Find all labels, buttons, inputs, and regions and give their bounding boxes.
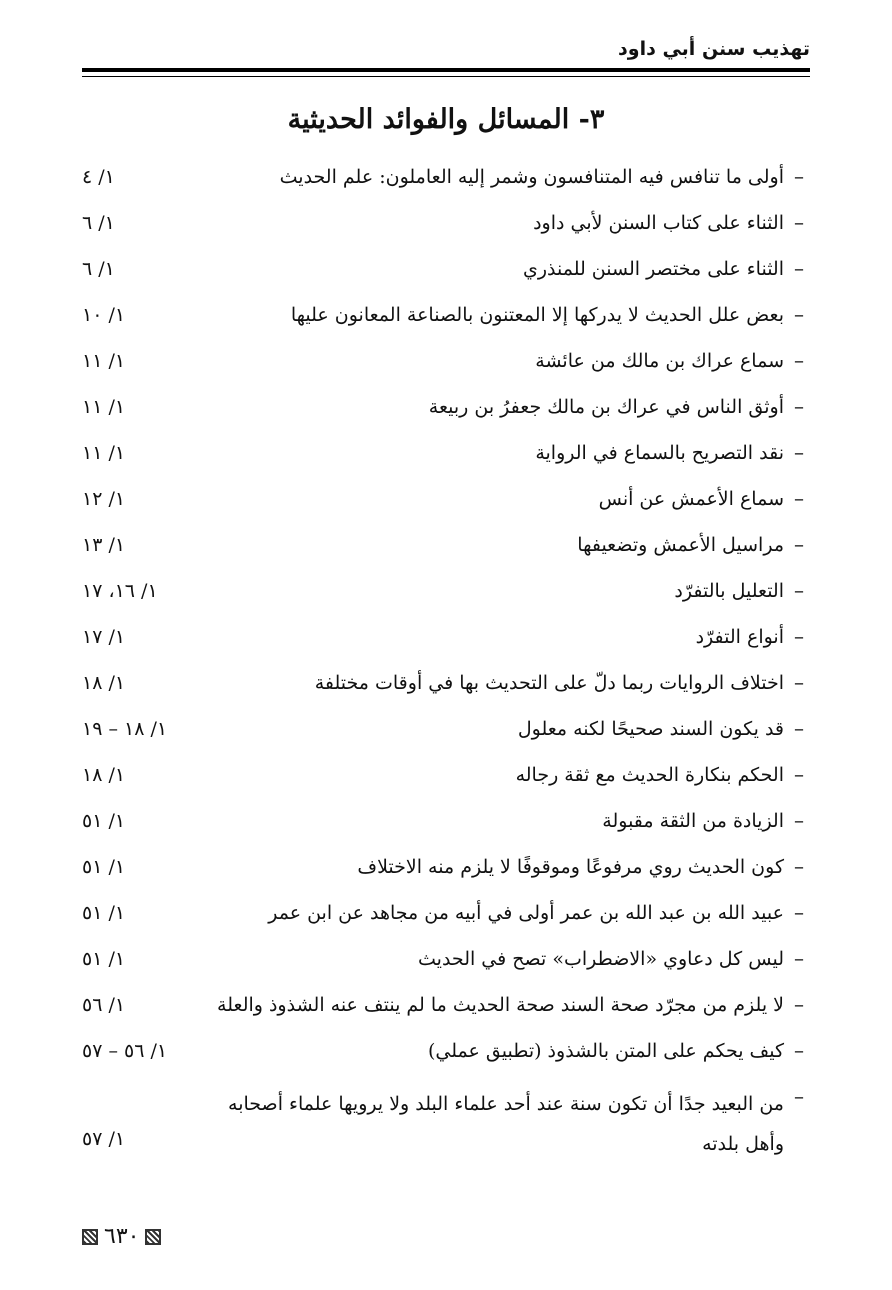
- entry-topic: الحكم بنكارة الحديث مع ثقة رجاله: [515, 764, 784, 786]
- entry-dash: –: [794, 808, 804, 832]
- index-entry: [0, 392, 892, 438]
- entry-topic: التعليل بالتفرّد: [674, 580, 784, 602]
- entry-dash: –: [794, 486, 804, 510]
- index-entry: [0, 438, 892, 484]
- entry-page-reference: ١/ ١١: [82, 350, 126, 372]
- entry-topic: سماع الأعمش عن أنس: [598, 488, 784, 510]
- index-entry: [0, 346, 892, 392]
- entry-page-reference: ١/ ٥١: [82, 856, 126, 878]
- entry-page-reference: ١/ ١٦، ١٧: [82, 580, 158, 602]
- entry-dash: –: [794, 670, 804, 694]
- page-footer: [82, 1224, 161, 1249]
- entry-dash: –: [794, 302, 804, 326]
- page-number: ٦٣٠: [104, 1224, 140, 1249]
- entry-dash: –: [794, 1038, 804, 1062]
- entry-page-reference: ١/ ١٨: [82, 764, 126, 786]
- entry-dash: –: [794, 532, 804, 556]
- entry-page-reference: ١/ ١٧: [82, 626, 126, 648]
- entry-page-reference: ١/ ١١: [82, 396, 126, 418]
- entry-topic: كيف يحكم على المتن بالشذوذ (تطبيق عملي): [428, 1040, 784, 1062]
- index-entry: [0, 254, 892, 300]
- index-entry: [0, 714, 892, 760]
- index-entry: [0, 484, 892, 530]
- section-title: ٣- المسائل والفوائد الحديثية: [287, 104, 605, 135]
- entry-topic: أوثق الناس في عراك بن مالك جعفرُ بن ربيعة: [428, 396, 784, 418]
- index-entry: [0, 990, 892, 1036]
- index-entry: [0, 1082, 892, 1166]
- entry-topic: نقد التصريح بالسماع في الرواية: [535, 442, 784, 464]
- index-entry: [0, 898, 892, 944]
- entry-dash: –: [794, 854, 804, 878]
- entry-topic: أولى ما تنافس فيه المتنافسون وشمر إليه العاملون: علم الحديث: [279, 166, 784, 188]
- entry-topic: عبيد الله بن عبد الله بن عمر أولى في أبيه من مجاهد عن ابن عمر: [268, 902, 784, 924]
- entry-dash: –: [794, 210, 804, 234]
- ornament-right-icon: [145, 1229, 161, 1245]
- entry-page-reference: ١/ ٥٦ – ٥٧: [82, 1040, 168, 1062]
- running-header: تهذيب سنن أبي داود: [618, 38, 810, 60]
- entry-page-reference: ١/ ٥١: [82, 902, 126, 924]
- index-entry: [0, 806, 892, 852]
- entry-dash: –: [794, 578, 804, 602]
- entry-topic: الزيادة من الثقة مقبولة: [602, 810, 784, 832]
- index-entry: [0, 162, 892, 208]
- entry-topic: لا يلزم من مجرّد صحة السند صحة الحديث ما لم ينتف عنه الشذوذ والعلة: [217, 994, 784, 1016]
- entry-page-reference: ١/ ٦: [82, 212, 115, 234]
- entry-page-reference: ١/ ٥١: [82, 810, 126, 832]
- entry-page-reference: ١/ ٥٧: [82, 1128, 126, 1150]
- entry-dash: –: [794, 624, 804, 648]
- entry-topic: من البعيد جدًا أن تكون سنة عند أحد علماء البلد ولا يرويها علماء أصحابه وأهل بلدته: [228, 1093, 784, 1155]
- entry-topic: كون الحديث روي مرفوعًا وموقوفًا لا يلزم منه الاختلاف: [357, 856, 784, 878]
- entry-dash: –: [794, 256, 804, 280]
- entry-topic: مراسيل الأعمش وتضعيفها: [577, 534, 784, 556]
- index-entry: [0, 1036, 892, 1082]
- entry-page-reference: ١/ ٦: [82, 258, 115, 280]
- entry-dash: –: [794, 348, 804, 372]
- index-entry: [0, 208, 892, 254]
- index-entry: [0, 530, 892, 576]
- header-rule-thick: [82, 68, 810, 72]
- entry-topic: سماع عراك بن مالك من عائشة: [535, 350, 784, 372]
- index-entry: [0, 944, 892, 990]
- entry-dash: –: [794, 394, 804, 418]
- header-rule-thin: [82, 76, 810, 77]
- index-entry: [0, 576, 892, 622]
- entry-dash: –: [794, 164, 804, 188]
- entry-dash: –: [794, 992, 804, 1016]
- index-entries: [0, 162, 892, 1166]
- entry-page-reference: ١/ ١٣: [82, 534, 126, 556]
- entry-dash: –: [794, 440, 804, 464]
- entry-page-reference: ١/ ١٢: [82, 488, 126, 510]
- index-entry: [0, 668, 892, 714]
- entry-topic: ليس كل دعاوي «الاضطراب» تصح في الحديث: [418, 948, 784, 970]
- entry-dash: –: [794, 716, 804, 740]
- entry-topic: قد يكون السند صحيحًا لكنه معلول: [517, 718, 784, 740]
- entry-page-reference: ١/ ٥١: [82, 948, 126, 970]
- ornament-left-icon: [82, 1229, 98, 1245]
- entry-page-reference: ١/ ١٨: [82, 672, 126, 694]
- entry-dash: –: [794, 1084, 804, 1108]
- entry-page-reference: ١/ ١٠: [82, 304, 126, 326]
- entry-topic: الثناء على مختصر السنن للمنذري: [522, 258, 784, 280]
- entry-page-reference: ١/ ١١: [82, 442, 126, 464]
- index-entry: [0, 760, 892, 806]
- entry-topic: بعض علل الحديث لا يدركها إلا المعتنون بالصناعة المعانون عليها: [290, 304, 784, 326]
- index-entry: [0, 852, 892, 898]
- index-entry: [0, 300, 892, 346]
- entry-dash: –: [794, 762, 804, 786]
- entry-page-reference: ١/ ١٨ – ١٩: [82, 718, 168, 740]
- entry-topic: اختلاف الروايات ربما دلّ على التحديث بها في أوقات مختلفة: [314, 672, 784, 694]
- entry-topic: الثناء على كتاب السنن لأبي داود: [533, 212, 784, 234]
- entry-topic: أنواع التفرّد: [695, 626, 784, 648]
- index-entry: [0, 622, 892, 668]
- entry-page-reference: ١/ ٥٦: [82, 994, 126, 1016]
- entry-dash: –: [794, 946, 804, 970]
- entry-page-reference: ١/ ٤: [82, 166, 115, 188]
- entry-dash: –: [794, 900, 804, 924]
